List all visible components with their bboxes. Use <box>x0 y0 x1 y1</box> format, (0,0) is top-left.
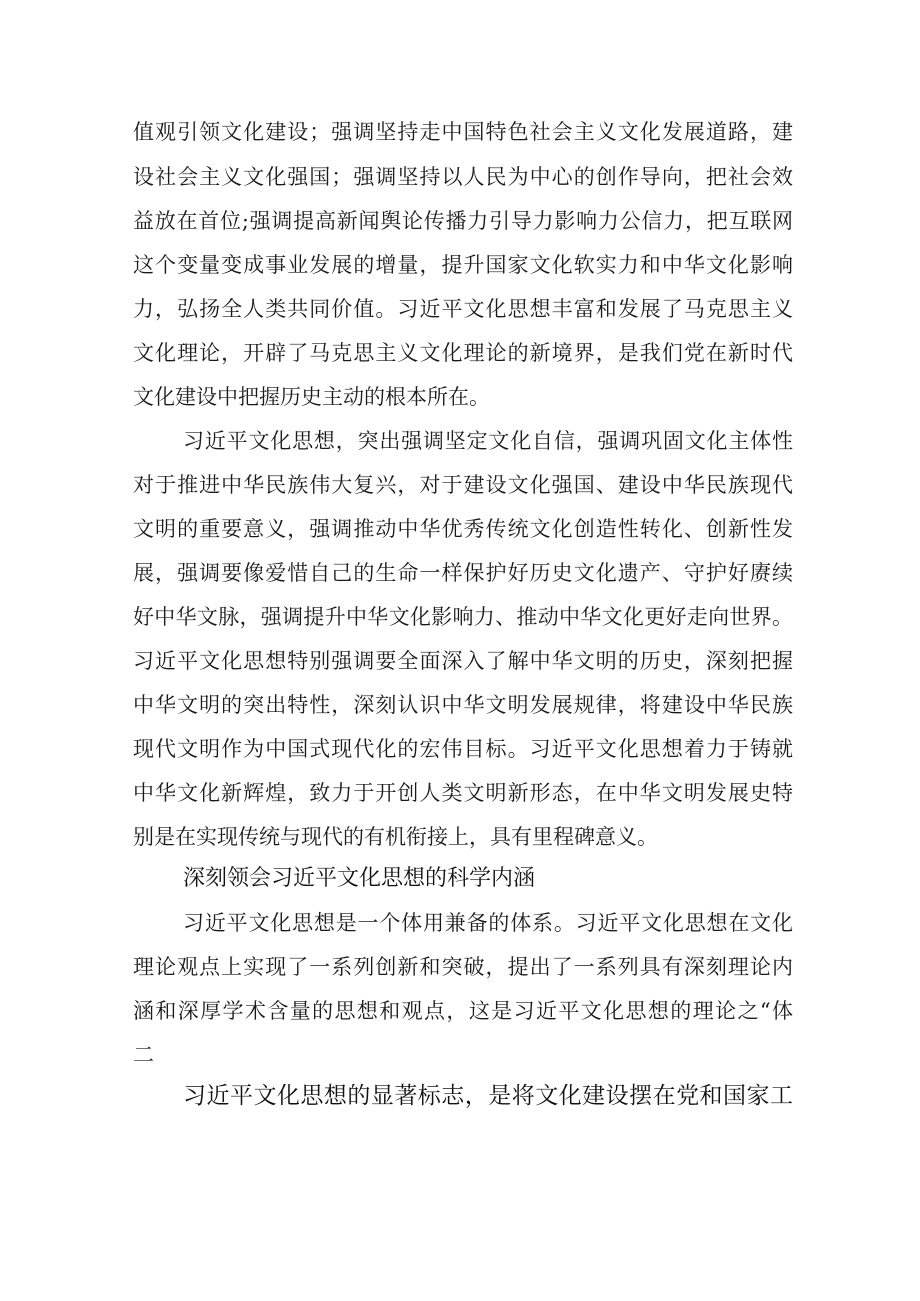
paragraph-2-line: 展，强调要像爱惜自己的生命一样保护好历史文化遗产、守护好赓续 <box>133 561 793 585</box>
paragraph-2-line: 文明的重要意义，强调推动中华优秀传统文化创造性转化、创新性发 <box>133 517 793 541</box>
paragraph-1-line: 益放在首位;强调提高新闻舆论传播力引导力影响力公信力，把互联网 <box>133 209 793 233</box>
paragraph-3-line: 理论观点上实现了一系列创新和突破，提出了一系列具有深刻理论内 <box>133 955 793 979</box>
paragraph-2-line: 对于推进中华民族伟大复兴，对于建设文化强国、建设中华民族现代 <box>133 473 793 497</box>
paragraph-1-line: 值观引领文化建设；强调坚持走中国特色社会主义文化发展道路，建 <box>133 120 793 144</box>
paragraph-1-line: 力，弘扬全人类共同价值。习近平文化思想丰富和发展了马克思主义 <box>133 297 793 321</box>
paragraph-1-line: 这个变量变成事业发展的增量，提升国家文化软实力和中华文化影响 <box>133 253 793 277</box>
paragraph-2-line: 中华文明的突出特性，深刻认识中华文明发展规律，将建设中华民族 <box>133 693 793 717</box>
paragraph-1-line: 文化理论，开辟了马克思主义文化理论的新境界，是我们党在新时代 <box>133 341 793 365</box>
paragraph-2-line: 习近平文化思想特别强调要全面深入了解中华文明的历史，深刻把握 <box>133 649 793 673</box>
paragraph-2-line: 习近平文化思想，突出强调坚定文化自信，强调巩固文化主体性 <box>183 429 793 453</box>
paragraph-1-line: 设社会主义文化强国；强调坚持以人民为中心的创作导向，把社会效 <box>133 165 793 189</box>
paragraph-1-line: 文化建设中把握历史主动的根本所在。 <box>133 385 490 409</box>
paragraph-3-line: 二 <box>133 1043 154 1067</box>
paragraph-2-line: 别是在实现传统与现代的有机衔接上，具有里程碑意义。 <box>133 825 658 849</box>
section-heading-2: 习近平文化思想的显著标志，是将文化建设摆在党和国家工 <box>183 1083 793 1109</box>
paragraph-3-line: 习近平文化思想是一个体用兼备的体系。习近平文化思想在文化 <box>183 911 793 935</box>
paragraph-2-line: 现代文明作为中国式现代化的宏伟目标。习近平文化思想着力于铸就 <box>133 737 793 761</box>
paragraph-2-line: 中华文化新辉煌，致力于开创人类文明新形态，在中华文明发展史特 <box>133 781 793 805</box>
section-heading: 深刻领会习近平文化思想的科学内涵 <box>183 866 536 891</box>
paragraph-3-line: 涵和深厚学术含量的思想和观点，这是习近平文化思想的理论之“体 <box>133 999 793 1023</box>
paragraph-2-line: 好中华文脉，强调提升中华文化影响力、推动中华文化更好走向世界。 <box>133 605 793 629</box>
